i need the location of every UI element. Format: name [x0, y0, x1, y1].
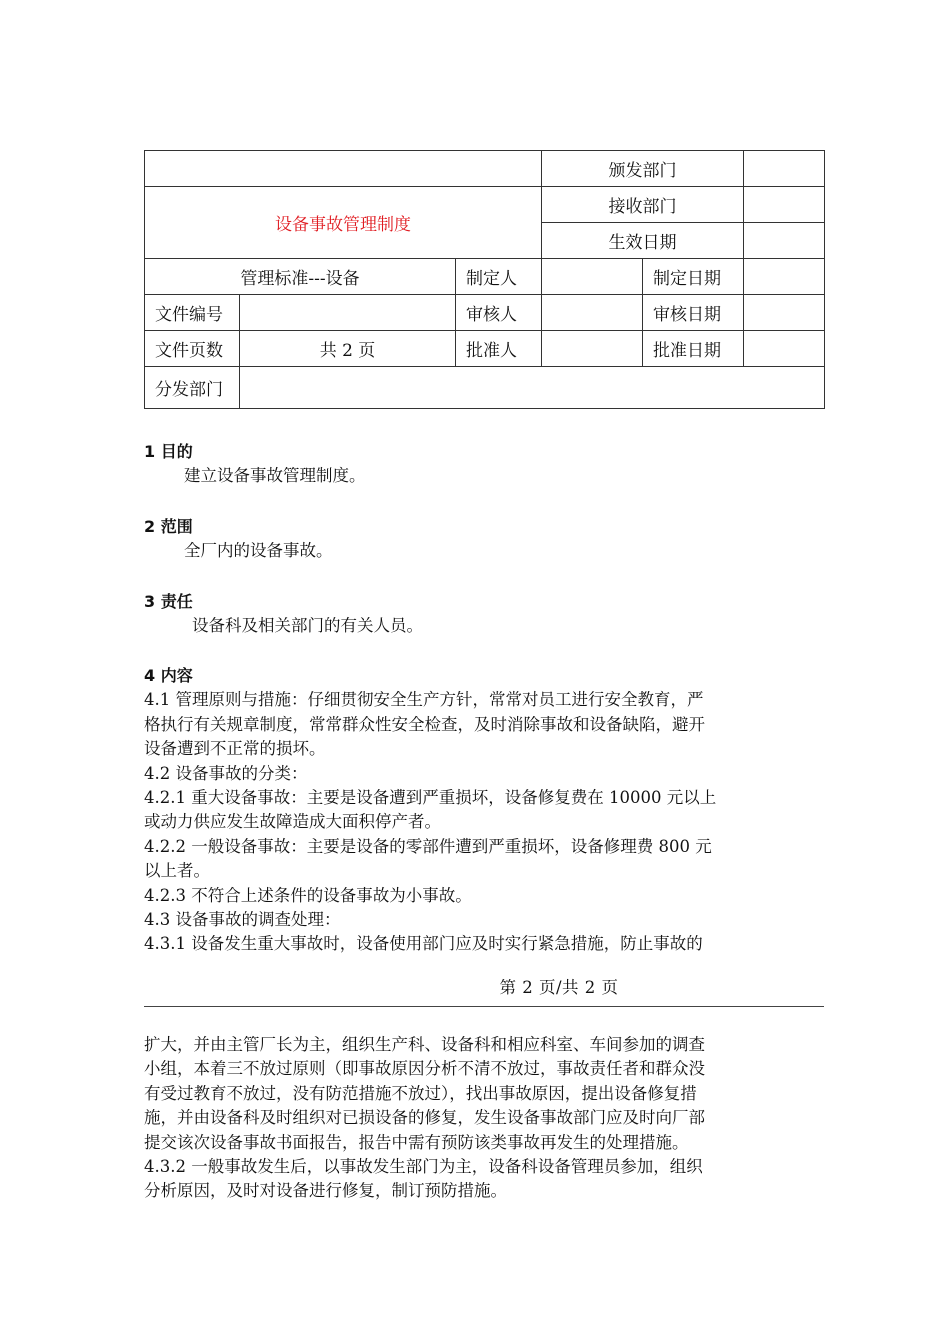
page-2-line: 提交该次设备事故书面报告，报告中需有预防该类事故再发生的处理措施。 — [144, 1132, 689, 1152]
page-2-line: 小组，本着三不放过原则（即事故原因分析不清不放过，事故责任者和群众没 — [144, 1059, 705, 1079]
section-1 — [144, 440, 824, 489]
effective-date-value — [744, 223, 825, 259]
section-4-line: 4.2.1 重大设备事故：主要是设备遭到严重损坏，设备修复费在 10000 元以上 — [144, 788, 717, 808]
page-footer — [144, 974, 824, 998]
section-4-line: 4.2.2 一般设备事故：主要是设备的零部件遭到严重损坏，设备修理费 800 元 — [144, 836, 712, 856]
section-4 — [144, 664, 824, 957]
page-2-content — [144, 1033, 824, 1204]
document-header-table — [144, 150, 825, 409]
distribution-label: 分发部门 — [145, 367, 240, 409]
review-date-label: 审核日期 — [643, 295, 744, 331]
section-2-text: 全厂内的设备事故。 — [184, 541, 333, 561]
reviewer-value — [542, 295, 643, 331]
file-no-value — [240, 295, 456, 331]
page-number: 第 2 页/共 2 页 — [499, 978, 619, 997]
page-2-line: 4.3.2 一般事故发生后，以事故发生部门为主，设备科设备管理员参加，组织 — [144, 1157, 703, 1177]
page-2-line: 分析原因，及时对设备进行修复，制订预防措施。 — [144, 1181, 507, 1201]
draft-date-value — [744, 259, 825, 295]
page-2-line: 有受过教育不放过，没有防范措施不放过），找出事故原因，提出设备修复措 — [144, 1083, 697, 1103]
section-4-line: 或动力供应发生故障造成大面积停产者。 — [144, 812, 441, 832]
section-2-title: 2 范围 — [144, 517, 193, 536]
section-1-title: 1 目的 — [144, 442, 193, 461]
drafter-label: 制定人 — [456, 259, 542, 295]
file-no-label: 文件编号 — [145, 295, 240, 331]
section-4-line: 4.1 管理原则与措施：仔细贯彻安全生产方针，常常对员工进行安全教育，严 — [144, 690, 704, 710]
document-title: 设备事故管理制度 — [145, 187, 542, 259]
section-4-title: 4 内容 — [144, 666, 193, 685]
distribution-value — [240, 367, 825, 409]
approve-date-value — [744, 331, 825, 367]
section-1-text: 建立设备事故管理制度。 — [184, 466, 366, 486]
section-4-line: 4.3 设备事故的调查处理： — [144, 910, 341, 930]
page-2-line: 扩大，并由主管厂长为主，组织生产科、设备科和相应科室、车间参加的调查 — [144, 1035, 705, 1054]
approver-value — [542, 331, 643, 367]
approve-date-label: 批准日期 — [643, 331, 744, 367]
section-4-line: 4.3.1 设备发生重大事故时，设备使用部门应及时实行紧急措施，防止事故的 — [144, 934, 703, 954]
section-4-line: 设备遭到不正常的损坏。 — [144, 739, 326, 759]
category-label: 管理标准---设备 — [145, 259, 456, 295]
page-count-value: 共 2 页 — [240, 331, 456, 367]
receive-dept-label: 接收部门 — [542, 187, 744, 223]
section-3-title: 3 责任 — [144, 592, 193, 611]
review-date-value — [744, 295, 825, 331]
issue-dept-value — [744, 151, 825, 187]
reviewer-label: 审核人 — [456, 295, 542, 331]
blank-cell — [145, 151, 542, 187]
section-4-line: 4.2 设备事故的分类： — [144, 763, 308, 783]
draft-date-label: 制定日期 — [643, 259, 744, 295]
page-count-label: 文件页数 — [145, 331, 240, 367]
page-divider — [144, 1006, 824, 1007]
drafter-value — [542, 259, 643, 295]
receive-dept-value — [744, 187, 825, 223]
effective-date-label: 生效日期 — [542, 223, 744, 259]
page-2-line: 施，并由设备科及时组织对已损设备的修复，发生设备事故部门应及时向厂部 — [144, 1108, 705, 1128]
section-2 — [144, 515, 824, 564]
section-4-line: 以上者。 — [144, 861, 210, 881]
section-4-line: 4.2.3 不符合上述条件的设备事故为小事故。 — [144, 885, 472, 905]
section-3 — [144, 590, 824, 639]
section-3-text: 设备科及相关部门的有关人员。 — [192, 616, 423, 636]
approver-label: 批准人 — [456, 331, 542, 367]
issue-dept-label: 颁发部门 — [542, 151, 744, 187]
section-4-line: 格执行有关规章制度，常常群众性安全检查，及时消除事故和设备缺陷，避开 — [144, 714, 705, 734]
